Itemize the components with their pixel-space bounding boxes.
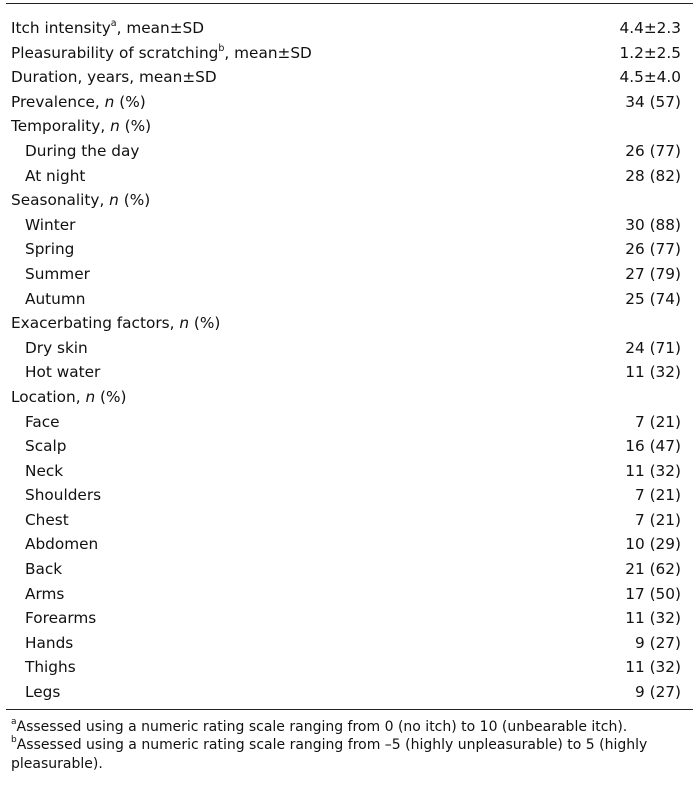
row-label-cell xyxy=(6,262,501,287)
table-row xyxy=(6,434,693,459)
row-label: Pleasurability of scratching xyxy=(11,43,219,62)
table-row xyxy=(6,655,693,680)
table-row xyxy=(6,262,693,287)
row-value: 25 (74) xyxy=(625,289,681,308)
footnote-marker: b xyxy=(218,42,225,54)
row-label: Forearms xyxy=(25,609,97,628)
table-row xyxy=(6,532,693,557)
row-label: Duration, years, mean±SD xyxy=(11,68,217,87)
table-row xyxy=(6,90,693,115)
table-row xyxy=(6,459,693,484)
row-label: Autumn xyxy=(25,289,86,308)
footnote-a-text: Assessed using a numeric rating scale ranging from 0 (no itch) to 10 (unbearable itch). xyxy=(16,718,628,735)
row-label: Shoulders xyxy=(25,486,102,505)
row-label-suffix: , mean±SD xyxy=(116,19,205,37)
row-value: 11 (32) xyxy=(625,363,681,382)
footnote-b-text: Assessed using a numeric rating scale ranging from –5 (highly unpleasurable) to 5 (highly pleasurable). xyxy=(11,737,648,772)
row-value xyxy=(501,385,693,410)
row-label: Location, xyxy=(11,387,86,406)
table-row xyxy=(6,237,693,262)
table-row xyxy=(6,114,693,139)
table-row xyxy=(6,336,693,361)
row-label: Abdomen xyxy=(25,535,99,554)
row-label: Temporality, xyxy=(11,117,111,136)
row-label-cell xyxy=(6,164,501,189)
table-row xyxy=(6,41,693,66)
table-row xyxy=(6,287,693,312)
table-row xyxy=(6,410,693,435)
table-row xyxy=(6,188,693,213)
table-container xyxy=(6,3,693,773)
row-label-suffix: (%) xyxy=(118,191,151,210)
row-label-cell xyxy=(6,41,501,66)
row-label: Scalp xyxy=(25,437,67,456)
row-value: 27 (79) xyxy=(625,264,681,283)
table-row xyxy=(6,385,693,410)
row-label-suffix: (%) xyxy=(95,387,127,406)
table-row xyxy=(6,311,693,336)
row-label: Dry skin xyxy=(25,338,88,357)
row-value xyxy=(501,188,693,213)
row-value: 1.2±2.5 xyxy=(619,43,681,62)
row-value: 4.4±2.3 xyxy=(619,19,681,37)
row-label-suffix: (%) xyxy=(189,314,221,333)
row-label: Itch intensity xyxy=(11,19,111,37)
row-value: 9 (27) xyxy=(635,683,681,702)
row-label: Chest xyxy=(25,510,69,529)
table-row xyxy=(6,606,693,631)
footnote-b-marker: b xyxy=(11,735,17,746)
row-label-cell xyxy=(6,385,501,410)
row-label-cell xyxy=(6,188,501,213)
row-label-cell xyxy=(6,287,501,312)
row-label: Seasonality, xyxy=(11,191,110,210)
row-label: Back xyxy=(25,560,63,579)
table-row xyxy=(6,508,693,533)
row-label-suffix: , mean±SD xyxy=(224,43,312,62)
row-label-suffix: (%) xyxy=(119,117,152,136)
row-value: 11 (32) xyxy=(625,609,681,628)
row-label: Summer xyxy=(25,264,90,283)
row-value: 4.5±4.0 xyxy=(619,68,681,87)
row-value: 30 (88) xyxy=(625,215,681,234)
table-row xyxy=(6,4,693,41)
row-value: 11 (32) xyxy=(625,461,681,480)
table-row xyxy=(6,680,693,709)
row-label-cell xyxy=(6,410,501,435)
row-label-cell xyxy=(6,606,501,631)
row-label-cell xyxy=(6,508,501,533)
row-value: 16 (47) xyxy=(625,437,681,456)
table-row xyxy=(6,582,693,607)
row-value xyxy=(501,114,693,139)
row-label: Hot water xyxy=(25,363,101,382)
table-row xyxy=(6,360,693,385)
row-label-cell xyxy=(6,434,501,459)
table-row xyxy=(6,213,693,238)
row-value xyxy=(501,311,693,336)
row-label: Neck xyxy=(25,461,64,480)
row-label: Legs xyxy=(25,683,61,702)
row-value: 17 (50) xyxy=(625,584,681,603)
row-n-symbol: n xyxy=(109,191,119,210)
row-label-cell xyxy=(6,237,501,262)
row-label-cell xyxy=(6,557,501,582)
row-n-symbol: n xyxy=(110,117,120,136)
row-label: Face xyxy=(25,412,60,431)
row-label: Exacerbating factors, xyxy=(11,314,180,333)
row-label-cell xyxy=(6,139,501,164)
row-value: 10 (29) xyxy=(625,535,681,554)
table-row xyxy=(6,631,693,656)
itch-characteristics-table xyxy=(6,4,693,709)
row-label-cell xyxy=(6,532,501,557)
row-n-symbol: n xyxy=(179,314,190,333)
footnote-marker: a xyxy=(110,17,117,29)
row-label-cell xyxy=(6,483,501,508)
row-label: At night xyxy=(25,166,86,185)
row-label: Thighs xyxy=(25,658,76,677)
row-label-cell xyxy=(6,114,501,139)
table-row xyxy=(6,483,693,508)
row-label: Prevalence, xyxy=(11,92,105,111)
table-row xyxy=(6,139,693,164)
row-value: 26 (77) xyxy=(625,141,681,160)
row-label-cell xyxy=(6,680,501,709)
row-label-cell xyxy=(6,459,501,484)
row-label: Arms xyxy=(25,584,65,603)
row-label: Winter xyxy=(25,215,76,234)
row-value: 26 (77) xyxy=(625,240,681,259)
row-value: 24 (71) xyxy=(625,338,681,357)
row-value: 7 (21) xyxy=(635,412,681,431)
row-n-symbol: n xyxy=(85,387,96,406)
row-value: 7 (21) xyxy=(635,486,681,505)
row-label: During the day xyxy=(25,141,140,160)
row-label: Spring xyxy=(25,240,75,259)
row-value: 34 (57) xyxy=(625,92,681,111)
row-n-symbol: n xyxy=(104,92,115,111)
row-label-cell xyxy=(6,4,501,41)
table-body xyxy=(6,4,693,709)
row-label-cell xyxy=(6,311,501,336)
row-label-cell xyxy=(6,65,501,90)
row-label-cell xyxy=(6,90,501,115)
row-label: Hands xyxy=(25,633,74,652)
row-label-cell xyxy=(6,360,501,385)
row-label-suffix: (%) xyxy=(114,92,146,111)
row-value: 28 (82) xyxy=(625,166,681,185)
row-label-cell xyxy=(6,582,501,607)
row-value: 9 (27) xyxy=(635,633,681,652)
table-row xyxy=(6,164,693,189)
footnote-a-marker: a xyxy=(11,716,17,727)
row-value: 7 (21) xyxy=(635,510,681,529)
table-row xyxy=(6,557,693,582)
table-footnote xyxy=(6,710,696,774)
row-value: 21 (62) xyxy=(625,560,681,579)
row-value: 11 (32) xyxy=(625,658,681,677)
row-label-cell xyxy=(6,655,501,680)
row-label-cell xyxy=(6,213,501,238)
row-label-cell xyxy=(6,631,501,656)
table-row xyxy=(6,65,693,90)
row-label-cell xyxy=(6,336,501,361)
